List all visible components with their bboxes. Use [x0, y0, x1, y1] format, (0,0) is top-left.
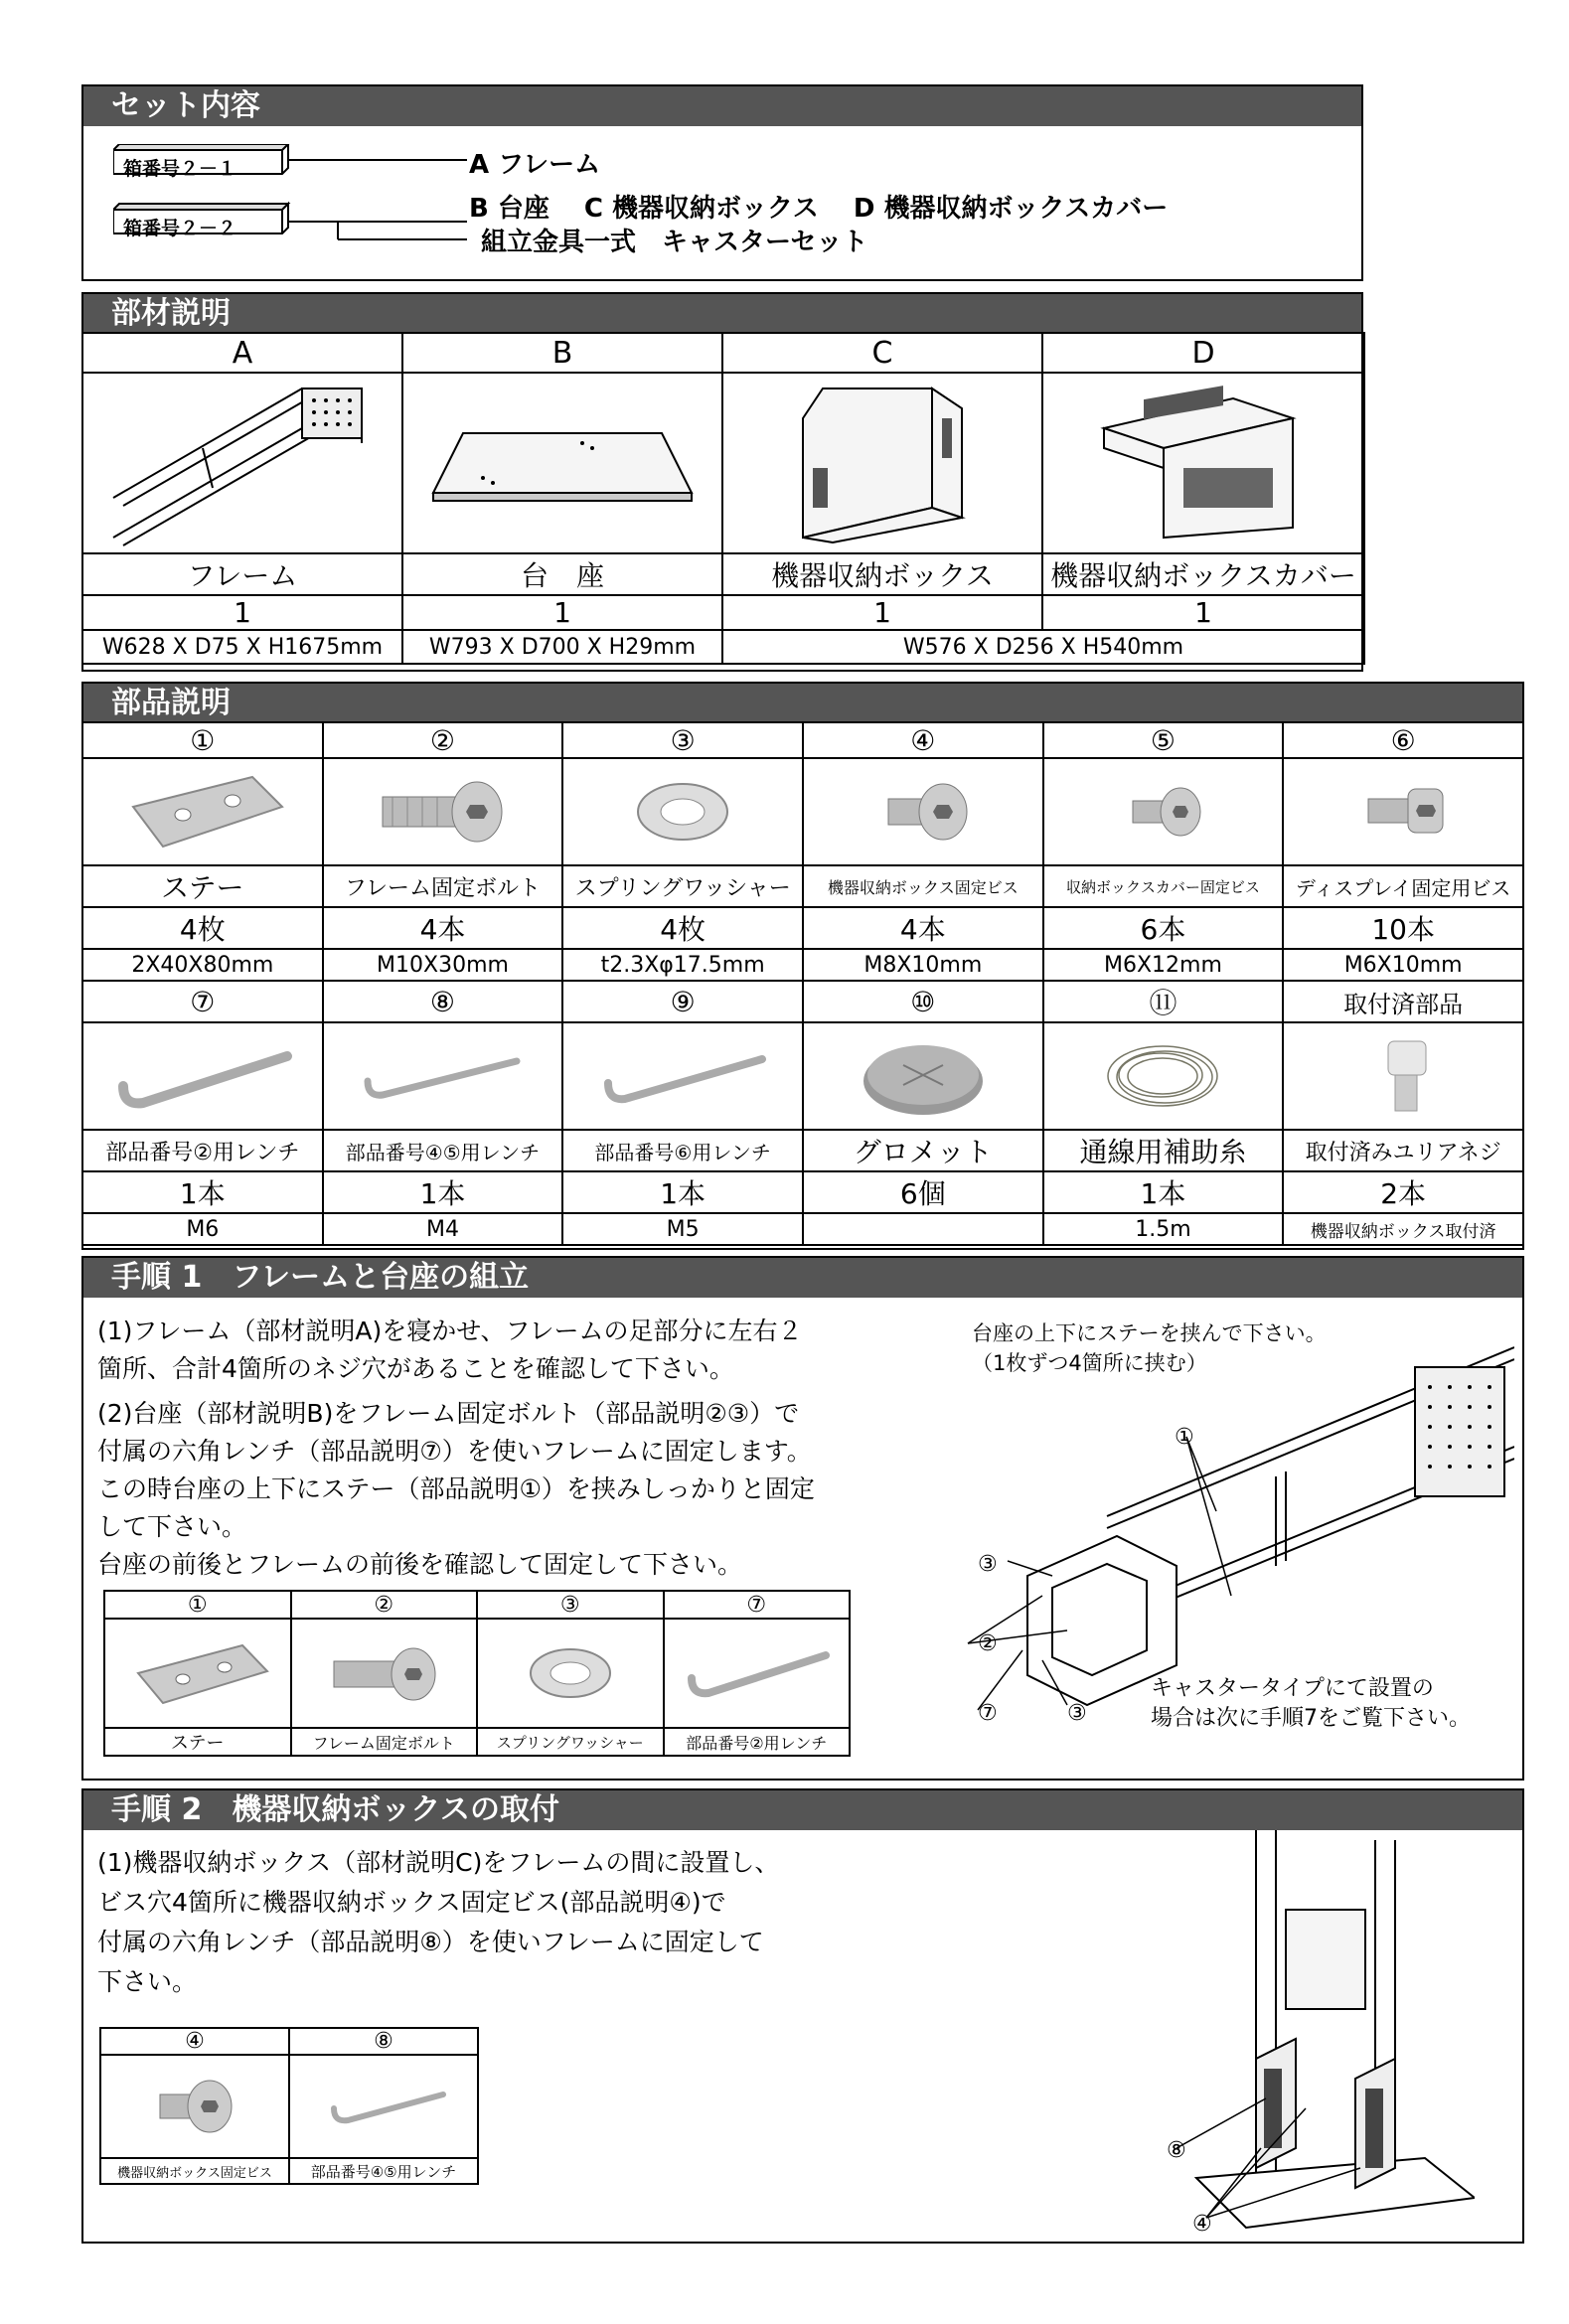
urea-screw-image	[1283, 1022, 1523, 1130]
step2-title: 手順 2 機器収納ボックスの取付	[83, 1790, 1522, 1830]
part-qty: 4本	[803, 907, 1043, 949]
set-line-bcd: B 台座 C 機器収納ボックス D 機器収納ボックスカバー	[469, 194, 1169, 224]
part-number: ⑦	[82, 981, 323, 1022]
step1-text: (1)フレーム（部材説明A)を寝かせ、フレームの足部分に左右２	[97, 1317, 803, 1345]
part-number: ⑤	[1043, 722, 1284, 758]
set-line-a: A フレーム	[469, 150, 601, 180]
part-name: グロメット	[803, 1130, 1043, 1171]
caster-note: 場合は次に手順7をご覧下さい。	[1151, 1706, 1471, 1731]
part-spec: M6X12mm	[1043, 949, 1284, 981]
part-number: ④	[100, 2028, 289, 2055]
step2-text: 下さい。	[97, 1967, 198, 1996]
part-qty: 6本	[1043, 907, 1284, 949]
part-name: 部品番号④⑤用レンチ	[289, 2158, 478, 2184]
part-qty: 10本	[1283, 907, 1523, 949]
part-spec: M6	[82, 1213, 323, 1245]
stay-image	[104, 1619, 291, 1728]
step1-text: 付属の六角レンチ（部品説明⑦）を使いフレームに固定します。	[97, 1437, 812, 1466]
part-spec: M4	[323, 1213, 563, 1245]
step2-section	[81, 1788, 1524, 2244]
part-name: 機器収納ボックス固定ビス	[100, 2158, 289, 2184]
step2-text: ビス穴4箇所に機器収納ボックス固定ビス(部品説明④)で	[97, 1888, 726, 1917]
part-spec: t2.3Xφ17.5mm	[562, 949, 803, 981]
step2-text: (1)機器収納ボックス（部材説明C)をフレームの間に設置し、	[97, 1848, 780, 1877]
step1-text: この時台座の上下にステー（部品説明①）を挟みしっかりと固定	[97, 1474, 815, 1503]
part-qty: 2本	[1283, 1171, 1523, 1213]
part-name: 通線用補助糸	[1043, 1130, 1284, 1171]
material-letter: A	[82, 333, 402, 373]
part-qty: 4枚	[82, 907, 323, 949]
callout-label: ⑦	[978, 1701, 998, 1726]
step1-text: (2)台座（部材説明B)をフレーム固定ボルト（部品説明②③）で	[97, 1399, 800, 1428]
part-name: フレーム固定ボルト	[291, 1728, 478, 1756]
parts-title: 部品説明	[83, 684, 1522, 723]
set-line-hardware: 組立金具一式 キャスターセット	[481, 228, 868, 257]
step1-section	[81, 1256, 1524, 1781]
bolt-image	[323, 758, 563, 865]
step1-text: して下さい。	[97, 1512, 247, 1541]
part-spec: M8X10mm	[803, 949, 1043, 981]
step1-title: 手順 1 フレームと台座の組立	[83, 1258, 1522, 1298]
callout-label: ①	[1175, 1425, 1194, 1450]
callout-label: ④	[1192, 2212, 1212, 2237]
wrench-m6-image	[82, 1022, 323, 1130]
part-number: ⑦	[664, 1591, 851, 1619]
part-name: ディスプレイ固定用ビス	[1283, 865, 1523, 907]
display-screw-image	[1283, 758, 1523, 865]
washer-image	[562, 758, 803, 865]
part-spec: M10X30mm	[323, 949, 563, 981]
part-name: ステー	[82, 865, 323, 907]
callout-label: ②	[978, 1631, 998, 1656]
callout-label: ③	[1067, 1701, 1087, 1726]
step1-note: （1枚ずつ4箇所に挟む）	[972, 1351, 1207, 1375]
part-name: 部品番号④⑤用レンチ	[323, 1130, 563, 1171]
step1-text: 箇所、合計4箇所のネジ穴があることを確認して下さい。	[97, 1354, 734, 1383]
material-size-cd: W576 X D256 X H540mm	[722, 630, 1364, 664]
part-spec: 機器収納ボックス取付済	[1283, 1213, 1523, 1245]
washer-image	[477, 1619, 664, 1728]
part-number: ⑩	[803, 981, 1043, 1022]
materials-title: 部材説明	[83, 294, 1361, 334]
step1-text: 台座の前後とフレームの前後を確認して固定して下さい。	[97, 1550, 743, 1579]
part-qty: 1本	[562, 1171, 803, 1213]
stay-image	[82, 758, 323, 865]
part-number: ③	[477, 1591, 664, 1619]
box-screw-image	[100, 2055, 289, 2158]
box-image	[722, 373, 1042, 553]
set-contents-title: セット内容	[83, 86, 1361, 126]
part-name: フレーム固定ボルト	[323, 865, 563, 907]
part-spec: 2X40X80mm	[82, 949, 323, 981]
part-qty: 1本	[1043, 1171, 1284, 1213]
part-number: ⑪	[1043, 981, 1284, 1022]
box-cover-image	[1042, 373, 1364, 553]
step2-text: 付属の六角レンチ（部品説明⑧）を使いフレームに固定して	[97, 1928, 764, 1956]
material-name: フレーム	[82, 553, 402, 595]
caster-note: キャスタータイプにて設置の	[1151, 1676, 1434, 1701]
thread-image	[1043, 1022, 1284, 1130]
part-number: ①	[82, 722, 323, 758]
part-qty: 1本	[323, 1171, 563, 1213]
part-qty: 4本	[323, 907, 563, 949]
bolt-image	[291, 1619, 478, 1728]
material-qty: 1	[1042, 595, 1364, 630]
part-name: スプリングワッシャー	[562, 865, 803, 907]
part-number: ②	[323, 722, 563, 758]
part-name: 部品番号②用レンチ	[82, 1130, 323, 1171]
connector-lines	[288, 146, 487, 245]
step2-parts-table	[99, 2027, 479, 2185]
material-letter: D	[1042, 333, 1364, 373]
material-size: W793 X D700 X H29mm	[402, 630, 722, 664]
part-name: ステー	[104, 1728, 291, 1756]
material-qty: 1	[402, 595, 722, 630]
material-letter: B	[402, 333, 722, 373]
part-name: 機器収納ボックス固定ビス	[803, 865, 1043, 907]
part-number: ⑨	[562, 981, 803, 1022]
step1-parts-table	[103, 1590, 851, 1757]
cover-screw-image	[1043, 758, 1284, 865]
material-name: 機器収納ボックスカバー	[1042, 553, 1364, 595]
wrench-image	[664, 1619, 851, 1728]
box-label-1: 箱番号２－１	[123, 158, 237, 180]
part-spec: 1.5m	[1043, 1213, 1284, 1245]
part-qty: 6個	[803, 1171, 1043, 1213]
part-spec: M6X10mm	[1283, 949, 1523, 981]
material-name: 台 座	[402, 553, 722, 595]
part-number: 取付済部品	[1283, 981, 1523, 1022]
callout-label: ③	[978, 1552, 998, 1577]
step1-note: 台座の上下にステーを挟んで下さい。	[972, 1321, 1327, 1345]
box-install-diagram	[1157, 1820, 1475, 2238]
part-number: ③	[562, 722, 803, 758]
part-qty: 4枚	[562, 907, 803, 949]
part-spec	[803, 1213, 1043, 1245]
parts-table	[81, 721, 1524, 1246]
material-size: W628 X D75 X H1675mm	[82, 630, 402, 664]
set-contents-section	[81, 84, 1363, 281]
wrench-image	[289, 2055, 478, 2158]
wrench-m4-image	[323, 1022, 563, 1130]
frame-image	[82, 373, 402, 553]
part-name: 部品番号⑥用レンチ	[562, 1130, 803, 1171]
part-name: スプリングワッシャー	[477, 1728, 664, 1756]
material-name: 機器収納ボックス	[722, 553, 1042, 595]
material-letter: C	[722, 333, 1042, 373]
callout-label: ⑧	[1167, 2138, 1186, 2163]
part-number: ⑧	[323, 981, 563, 1022]
part-qty: 1本	[82, 1171, 323, 1213]
parts-section	[81, 682, 1524, 1250]
material-qty: 1	[82, 595, 402, 630]
wrench-m5-image	[562, 1022, 803, 1130]
base-image	[402, 373, 722, 553]
part-number: ⑧	[289, 2028, 478, 2055]
part-number: ②	[291, 1591, 478, 1619]
part-number: ④	[803, 722, 1043, 758]
part-number: ①	[104, 1591, 291, 1619]
part-number: ⑥	[1283, 722, 1523, 758]
part-name: 部品番号②用レンチ	[664, 1728, 851, 1756]
part-spec: M5	[562, 1213, 803, 1245]
materials-table	[81, 332, 1365, 665]
part-name: 収納ボックスカバー固定ビス	[1043, 865, 1284, 907]
material-qty: 1	[722, 595, 1042, 630]
box-label-2: 箱番号２－２	[123, 218, 237, 239]
box-screw-image	[803, 758, 1043, 865]
part-name: 取付済みユリアネジ	[1283, 1130, 1523, 1171]
materials-section	[81, 292, 1363, 672]
grommet-image	[803, 1022, 1043, 1130]
